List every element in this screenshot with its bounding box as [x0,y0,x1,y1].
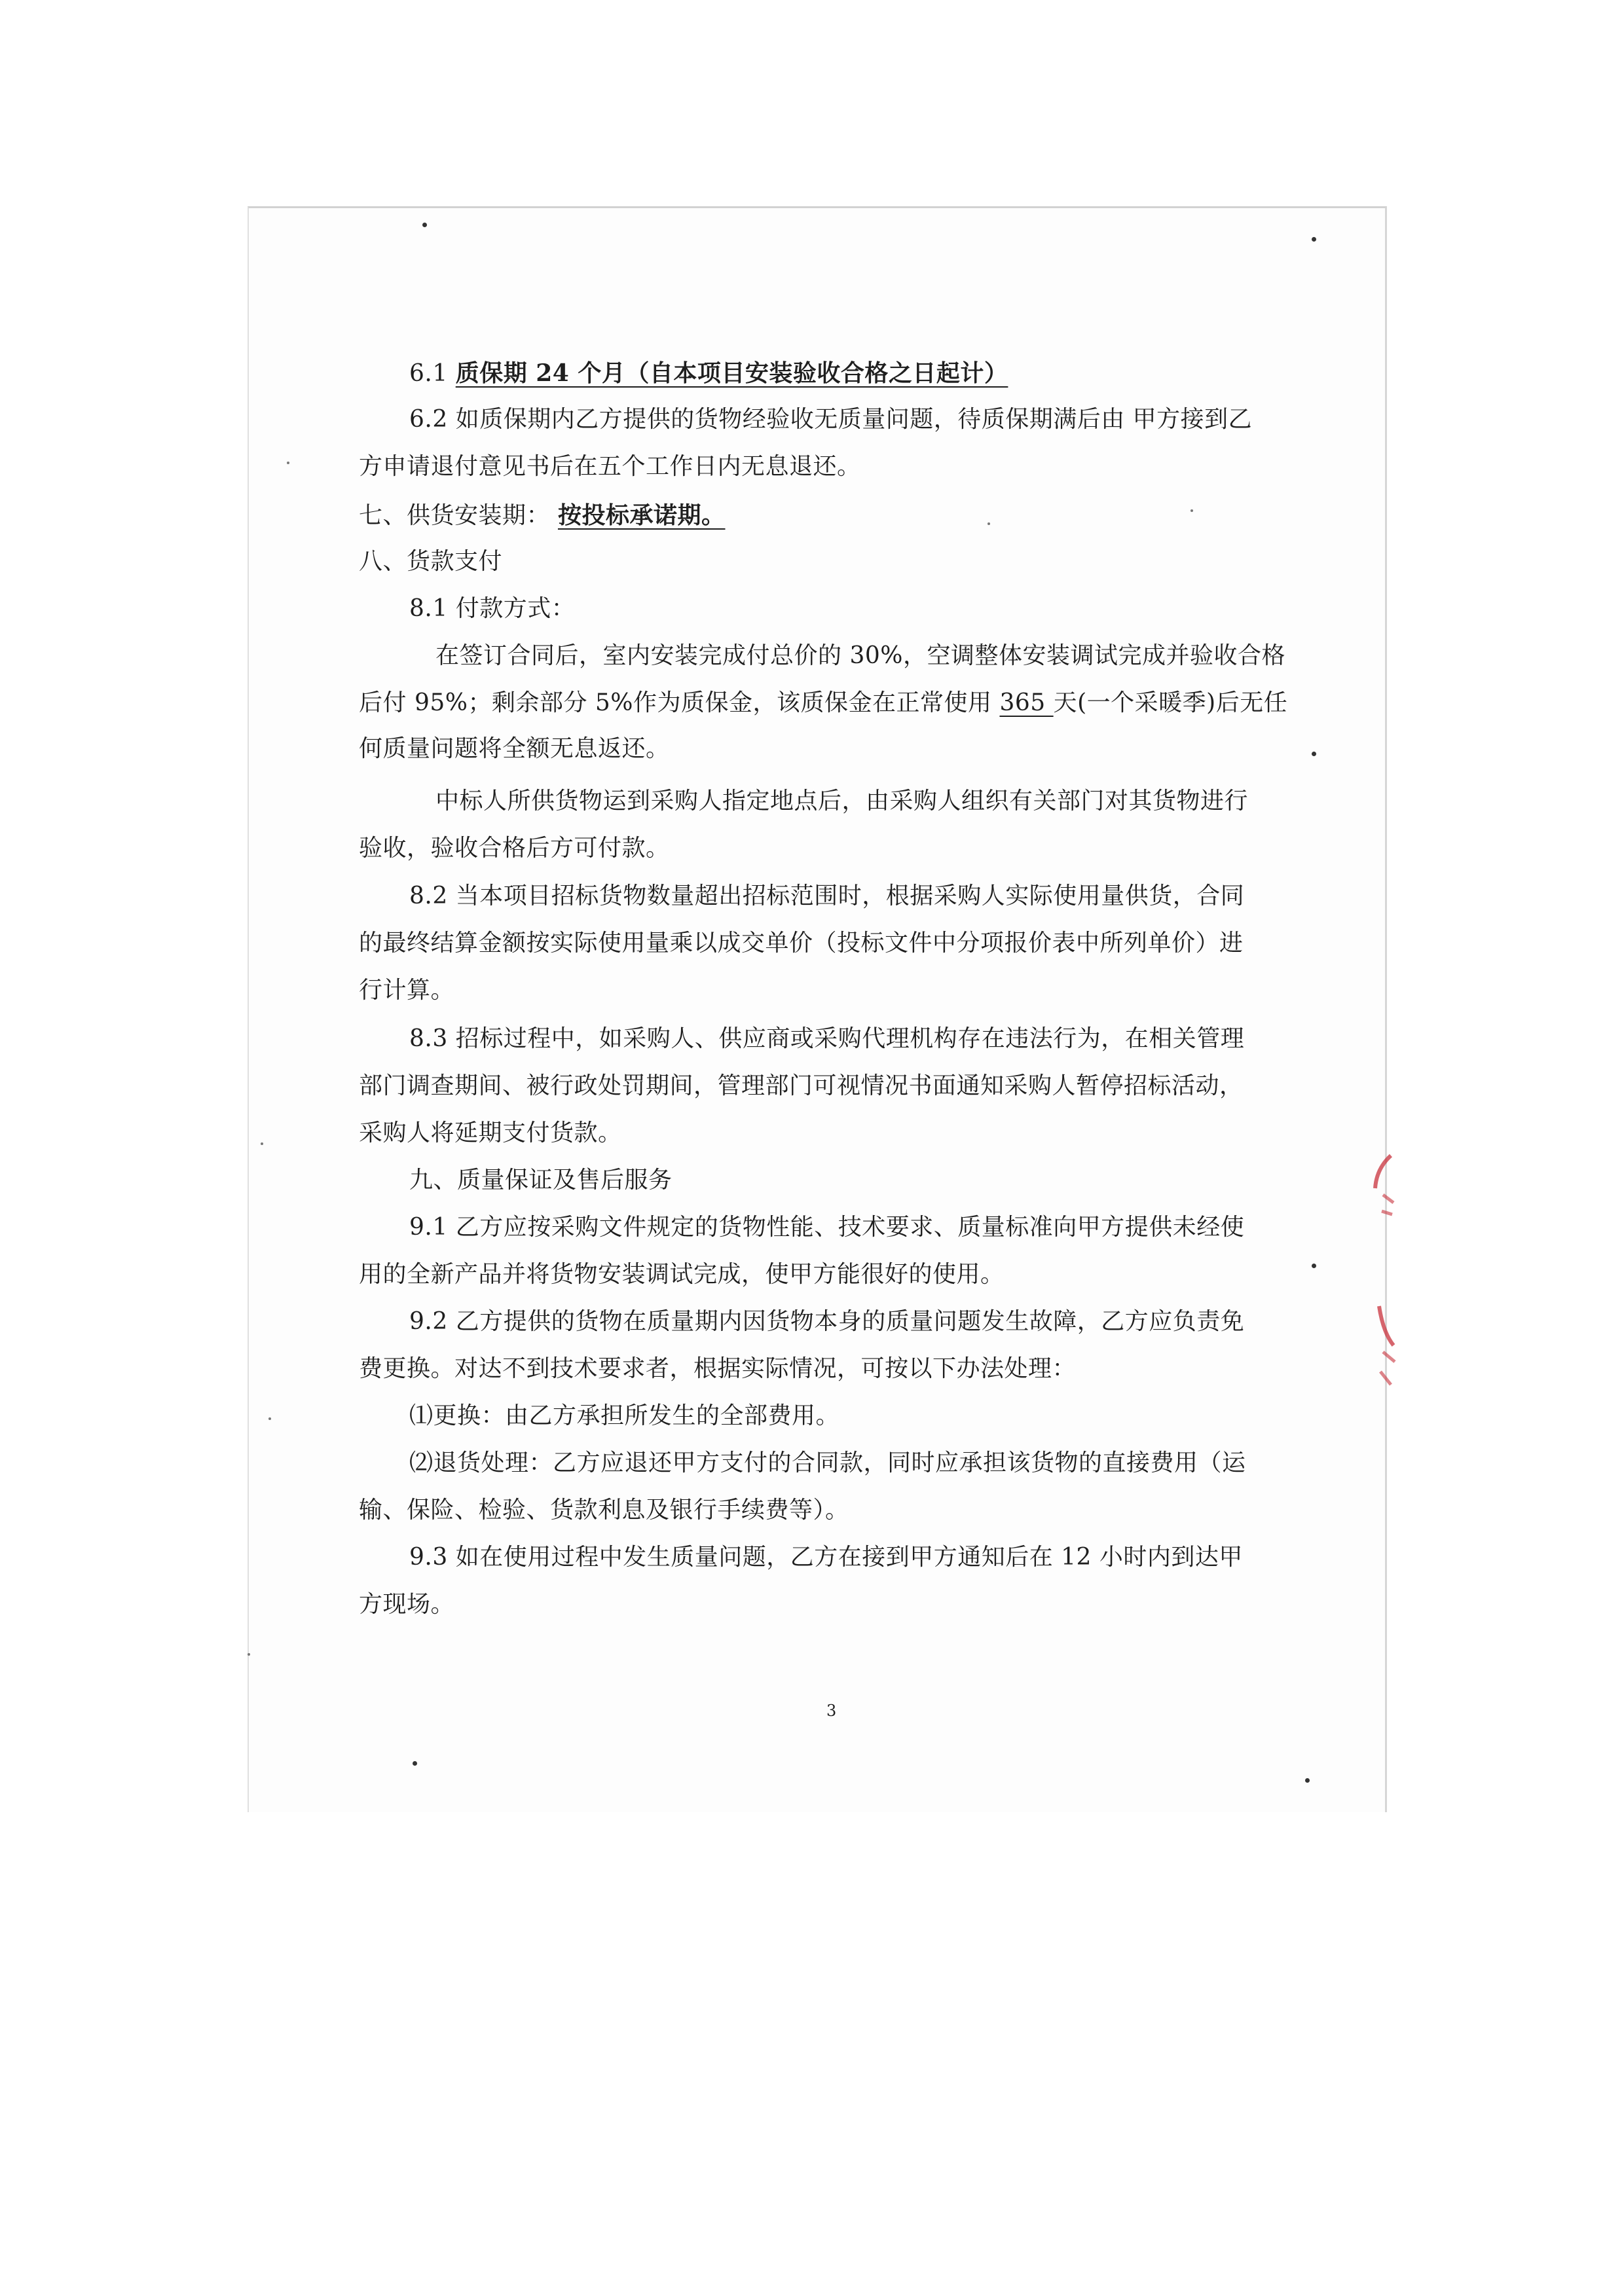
clause-9-2-line-2: 费更换。对达不到技术要求者，根据实际情况，可按以下办法处理： [359,1355,1077,1382]
clause-8-3-line-2: 部门调查期间、被行政处罚期间，管理部门可视情况书面通知采购人暂停招标活动， [359,1072,1244,1099]
usage-days: 365 [999,689,1054,716]
scan-speck [987,522,990,525]
payment-terms-prefix: 后付 95%；剩余部分 5%作为质保金，该质保金在正常使用 [359,689,1000,716]
clause-6-2-line-1: 6.2 如质保期内乙方提供的货物经验收无质量问题，待质保期满后由 甲方接到乙 [409,406,1253,433]
clause-8-1: 8.1 付款方式： [409,595,576,622]
payment-para-1-line-1: 在签订合同后，室内安装完成付总价的 30%，空调整体安装调试完成并验收合格 [435,642,1285,669]
clause-8-2-line-1: 8.2 当本项目招标货物数量超出招标范围时，根据采购人实际使用量供货，合同 [409,883,1245,909]
payment-para-2-line-1: 中标人所供货物运到采购人指定地点后，由采购人组织有关部门对其货物进行 [435,788,1249,814]
clause-6-2-line-2: 方申请退付意见书后在五个工作日内无息退还。 [359,453,861,480]
payment-para-1-line-2 [359,687,1287,719]
clause-8-2-line-3: 行计算。 [359,977,455,1004]
clause-9-3-line-1: 9.3 如在使用过程中发生质量问题，乙方在接到甲方通知后在 12 小时内到达甲 [409,1544,1243,1571]
scan-speck [1190,509,1193,512]
page-number: 3 [826,1702,837,1720]
scan-speck [1312,1264,1316,1268]
clause-8-heading: 八、货款支付 [359,548,503,575]
scan-speck [1312,237,1316,242]
payment-para-2-line-2: 验收，验收合格后方可付款。 [359,835,670,862]
clause-6-1 [409,357,1008,390]
scan-speck [248,1653,250,1656]
clause-8-2-line-2: 的最终结算金额按实际使用量乘以成交单价（投标文件中分项报价表中所列单价）进 [359,930,1244,957]
clause-8-3-line-1: 8.3 招标过程中，如采购人、供应商或采购代理机构存在违法行为，在相关管理 [409,1025,1245,1052]
scan-speck [413,1761,417,1766]
clause-9-1-line-1: 9.1 乙方应按采购文件规定的货物性能、技术要求、质量标准向甲方提供未经使 [409,1214,1245,1241]
scan-speck [287,462,289,464]
clause-9-3-line-2: 方现场。 [359,1591,455,1618]
remedy-replace: ⑴更换：由乙方承担所发生的全部费用。 [409,1402,840,1429]
scan-speck [1305,1778,1310,1783]
scan-speck [268,1417,271,1420]
clause-8-3-line-3: 采购人将延期支付货款。 [359,1120,622,1146]
payment-terms-suffix: 天(一个采暖季)后无任 [1053,689,1288,716]
clause-9-1-line-2: 用的全新产品并将货物安装调试完成，使甲方能很好的使用。 [359,1261,1005,1288]
seal-fragment [1363,1149,1403,1398]
scan-speck [261,1142,263,1145]
clause-9-heading: 九、质量保证及售后服务 [409,1167,673,1194]
supply-period-value: 按投标承诺期。 [557,501,726,529]
scan-speck [422,223,427,227]
supply-period-label: 七、供货安装期： [359,502,551,529]
warranty-period: 质保期 24 个月（自本项目安装验收合格之日起计） [455,359,1008,387]
clause-6-1-number: 6.1 [409,360,448,387]
clause-7 [359,500,725,532]
remedy-return-line-2: 输、保险、检验、货款利息及银行手续费等）。 [359,1497,849,1523]
remedy-return-line-1: ⑵退货处理：乙方应退还甲方支付的合同款，同时应承担该货物的直接费用（运 [409,1449,1246,1476]
payment-para-1-line-3: 何质量问题将全额无息返还。 [359,735,670,762]
scan-speck [1312,752,1316,756]
clause-9-2-line-1: 9.2 乙方提供的货物在质量期内因货物本身的质量问题发生故障，乙方应负责免 [409,1308,1245,1335]
